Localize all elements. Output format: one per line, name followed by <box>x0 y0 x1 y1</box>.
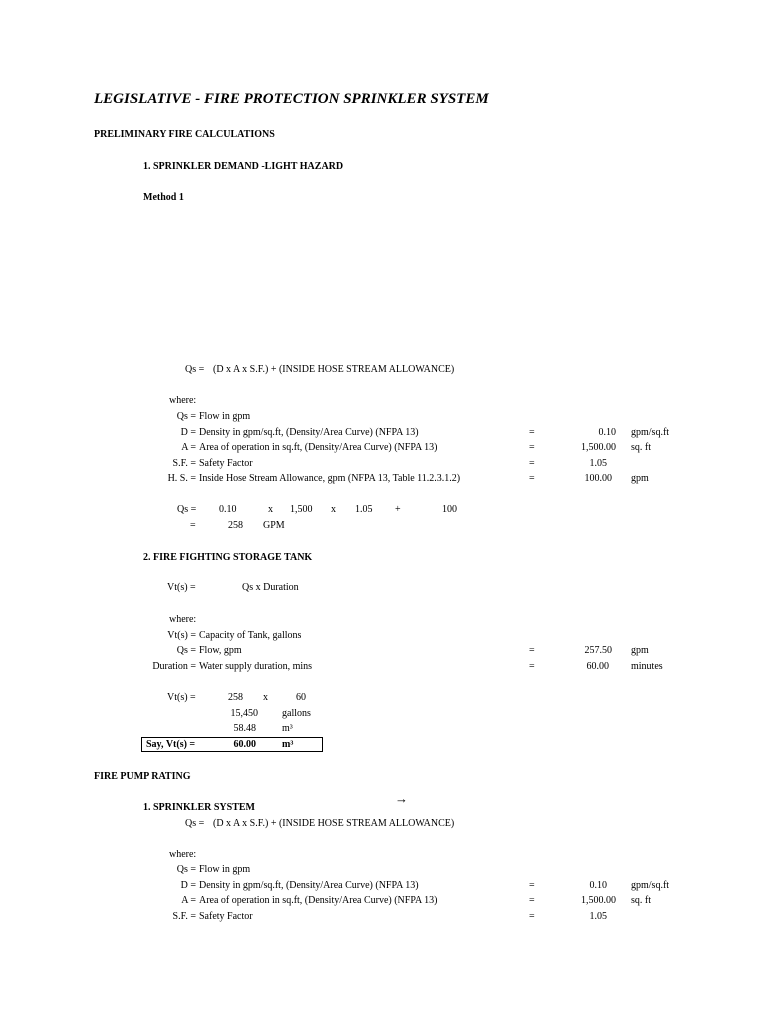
calc-safety-factor: 1.05 <box>355 504 373 515</box>
calc-plus: + <box>395 504 401 515</box>
where-label: where: <box>169 849 197 860</box>
def-symbol: Qs = <box>176 864 196 875</box>
calc-result-unit: GPM <box>263 520 285 531</box>
storage-tank-heading: 2. FIRE FIGHTING STORAGE TANK <box>143 552 313 563</box>
def-symbol: Qs = <box>176 645 196 656</box>
def-symbol: Duration = <box>152 661 196 672</box>
tank-calc-times: x <box>263 692 268 703</box>
tank-calc-flow: 258 <box>228 692 243 703</box>
def-unit: gpm <box>631 645 649 656</box>
fire-pump-heading: FIRE PUMP RATING <box>94 771 191 782</box>
tank-calc-gallons: 15,450 <box>230 708 258 719</box>
def-value: 1.05 <box>589 458 607 469</box>
pump-formula-rhs: (D x A x S.F.) + (INSIDE HOSE STREAM ALLOWANCE) <box>213 818 455 829</box>
tank-calc-lhs: Vt(s) = <box>167 692 196 703</box>
def-symbol: A = <box>181 895 196 906</box>
def-unit: minutes <box>631 661 663 672</box>
def-value: 1,500.00 <box>581 895 616 906</box>
def-description: Water supply duration, mins <box>199 661 313 672</box>
def-equals: = <box>529 911 535 922</box>
calc-density: 0.10 <box>219 504 237 515</box>
def-description: Density in gpm/sq.ft, (Density/Area Curve) (NFPA 13) <box>199 880 419 891</box>
def-equals: = <box>529 473 535 484</box>
def-symbol: Qs = <box>176 411 196 422</box>
def-equals: = <box>529 645 535 656</box>
def-value: 100.00 <box>584 473 612 484</box>
def-symbol: A = <box>181 442 196 453</box>
def-value: 0.10 <box>598 427 616 438</box>
section-heading: PRELIMINARY FIRE CALCULATIONS <box>94 129 275 140</box>
tank-calc-cubic-meters: 58.48 <box>233 723 256 734</box>
sprinkler-demand-heading: 1. SPRINKLER DEMAND -LIGHT HAZARD <box>143 161 344 172</box>
def-equals: = <box>529 442 535 453</box>
tank-calc-duration: 60 <box>296 692 306 703</box>
def-value: 257.50 <box>584 645 612 656</box>
def-description: Safety Factor <box>199 458 253 469</box>
page-title: LEGISLATIVE - FIRE PROTECTION SPRINKLER SYSTEM <box>94 91 489 107</box>
sprinkler-system-heading: 1. SPRINKLER SYSTEM <box>143 802 255 813</box>
def-description: Safety Factor <box>199 911 253 922</box>
def-description: Area of operation in sq.ft, (Density/Area Curve) (NFPA 13) <box>199 442 438 453</box>
def-equals: = <box>529 661 535 672</box>
pump-formula-lhs: Qs = <box>185 818 205 829</box>
def-symbol: S.F. = <box>172 458 196 469</box>
def-equals: = <box>529 895 535 906</box>
def-unit: sq. ft <box>631 442 651 453</box>
def-symbol: D = <box>180 880 196 891</box>
def-unit: sq. ft <box>631 895 651 906</box>
say-capacity-label: Say, Vt(s) = <box>146 739 196 750</box>
def-equals: = <box>529 880 535 891</box>
say-capacity-value: 60.00 <box>233 739 256 750</box>
calc-hose-stream: 100 <box>442 504 457 515</box>
def-equals: = <box>529 427 535 438</box>
def-description: Flow in gpm <box>199 864 251 875</box>
def-unit: gpm/sq.ft <box>631 880 670 891</box>
calc-times: x <box>268 504 273 515</box>
tank-formula-rhs: Qs x Duration <box>242 582 299 593</box>
method-label: Method 1 <box>143 192 184 203</box>
def-description: Area of operation in sq.ft, (Density/Area Curve) (NFPA 13) <box>199 895 438 906</box>
def-value: 0.10 <box>589 880 607 891</box>
calc-lhs: Qs = <box>177 504 197 515</box>
def-value: 1.05 <box>589 911 607 922</box>
calc-area: 1,500 <box>290 504 313 515</box>
def-symbol: Vt(s) = <box>167 630 196 641</box>
def-description: Density in gpm/sq.ft, (Density/Area Curve) (NFPA 13) <box>199 427 419 438</box>
formula-rhs: (D x A x S.F.) + (INSIDE HOSE STREAM ALLOWANCE) <box>213 364 455 375</box>
def-symbol: D = <box>180 427 196 438</box>
def-value: 1,500.00 <box>581 442 616 453</box>
def-unit: gpm/sq.ft <box>631 427 670 438</box>
tank-calc-gallons-unit: gallons <box>282 708 311 719</box>
def-symbol: H. S. = <box>167 473 196 484</box>
where-label: where: <box>169 395 197 406</box>
calc-result: 258 <box>228 520 243 531</box>
tank-formula-lhs: Vt(s) = <box>167 582 196 593</box>
right-arrow-icon: → <box>395 791 408 806</box>
formula-lhs: Qs = <box>185 364 205 375</box>
def-value: 60.00 <box>586 661 609 672</box>
calc-times: x <box>331 504 336 515</box>
say-capacity-unit: m³ <box>282 739 294 750</box>
def-unit: gpm <box>631 473 649 484</box>
where-label: where: <box>169 614 197 625</box>
tank-calc-cubic-meters-unit: m³ <box>282 723 293 734</box>
def-symbol: S.F. = <box>172 911 196 922</box>
def-equals: = <box>529 458 535 469</box>
def-description: Inside Hose Stream Allowance, gpm (NFPA 13, Table 11.2.3.1.2) <box>199 473 461 484</box>
def-description: Flow in gpm <box>199 411 251 422</box>
def-description: Capacity of Tank, gallons <box>199 630 302 641</box>
calc-equals: = <box>190 520 196 531</box>
def-description: Flow, gpm <box>199 645 242 656</box>
